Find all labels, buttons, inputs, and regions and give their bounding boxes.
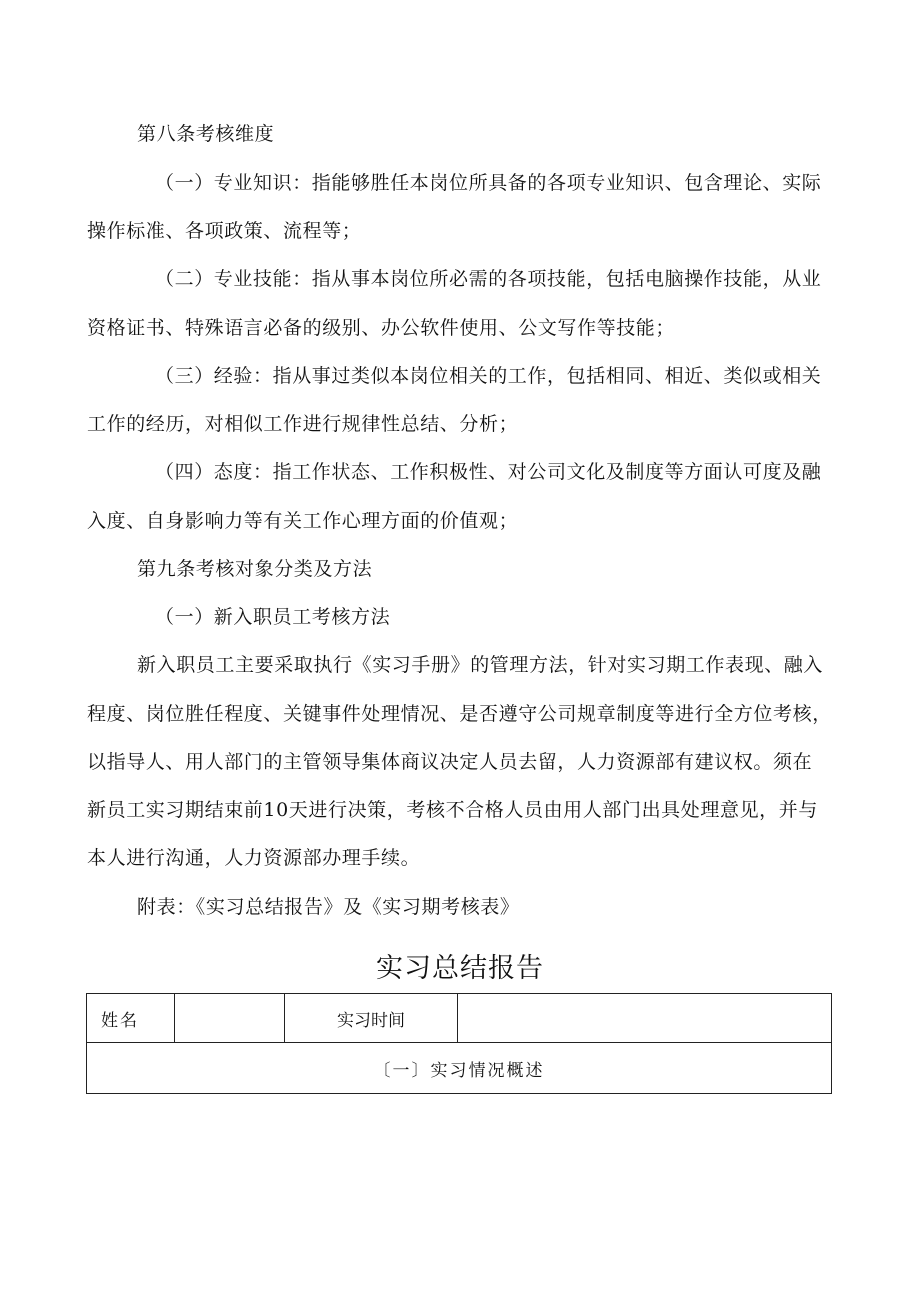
- name-label: 姓名: [87, 994, 175, 1043]
- section1-heading: 〔一〕实习情况概述: [87, 1043, 832, 1094]
- article8-item2-line1: （二）专业技能：指从事本岗位所必需的各项技能，包括电脑操作技能，从业: [155, 268, 822, 290]
- article9-paragraph-line1: 新入职员工主要采取执行《实习手册》的管理方法，针对实习期工作表现、融入: [137, 654, 824, 676]
- period-value-cell[interactable]: [458, 994, 832, 1043]
- report-header-row: [87, 994, 832, 1043]
- article9-subheading: （一）新入职员工考核方法: [155, 606, 391, 628]
- attachment-note: 附表：《实习总结报告》及《实习期考核表》: [137, 896, 520, 918]
- article8-item1-line1: （一）专业知识：指能够胜任本岗位所具备的各项专业知识、包含理论、实际: [155, 172, 822, 194]
- article8-item4-line1: （四）态度：指工作状态、工作积极性、对公司文化及制度等方面认可度及融: [155, 461, 822, 483]
- article9-paragraph-line5: 本人进行沟通，人力资源部办理手续。: [87, 847, 421, 869]
- period-label: 实习时间: [285, 994, 458, 1043]
- article9-paragraph-line2: 程度、岗位胜任程度、关键事件处理情况、是否遵守公司规章制度等进行全方位考核，: [87, 703, 832, 725]
- report-table: [86, 993, 832, 1094]
- article8-item4-line2: 入度、自身影响力等有关工作心理方面的价值观；: [87, 510, 519, 532]
- article8-item2-line2: 资格证书、特殊语言必备的级别、办公软件使用、公文写作等技能；: [87, 317, 676, 339]
- article8-item3-line1: （三）经验：指从事过类似本岗位相关的工作，包括相同、相近、类似或相关: [155, 365, 822, 387]
- name-value-cell[interactable]: [175, 994, 285, 1043]
- article9-paragraph-line4: 新员工实习期结束前10天进行决策，考核不合格人员由用人部门出具处理意见，并与: [87, 799, 818, 821]
- report-section-row: [87, 1043, 832, 1094]
- article9-heading: 第九条考核对象分类及方法: [137, 558, 373, 580]
- report-title: 实习总结报告: [376, 953, 544, 984]
- article8-item3-line2: 工作的经历，对相似工作进行规律性总结、分析；: [87, 413, 519, 435]
- article9-paragraph-line3: 以指导人、用人部门的主管领导集体商议决定人员去留，人力资源部有建议权。须在: [87, 751, 813, 773]
- article8-item1-line2: 操作标准、各项政策、流程等；: [87, 220, 362, 242]
- article8-heading: 第八条考核维度: [137, 123, 275, 145]
